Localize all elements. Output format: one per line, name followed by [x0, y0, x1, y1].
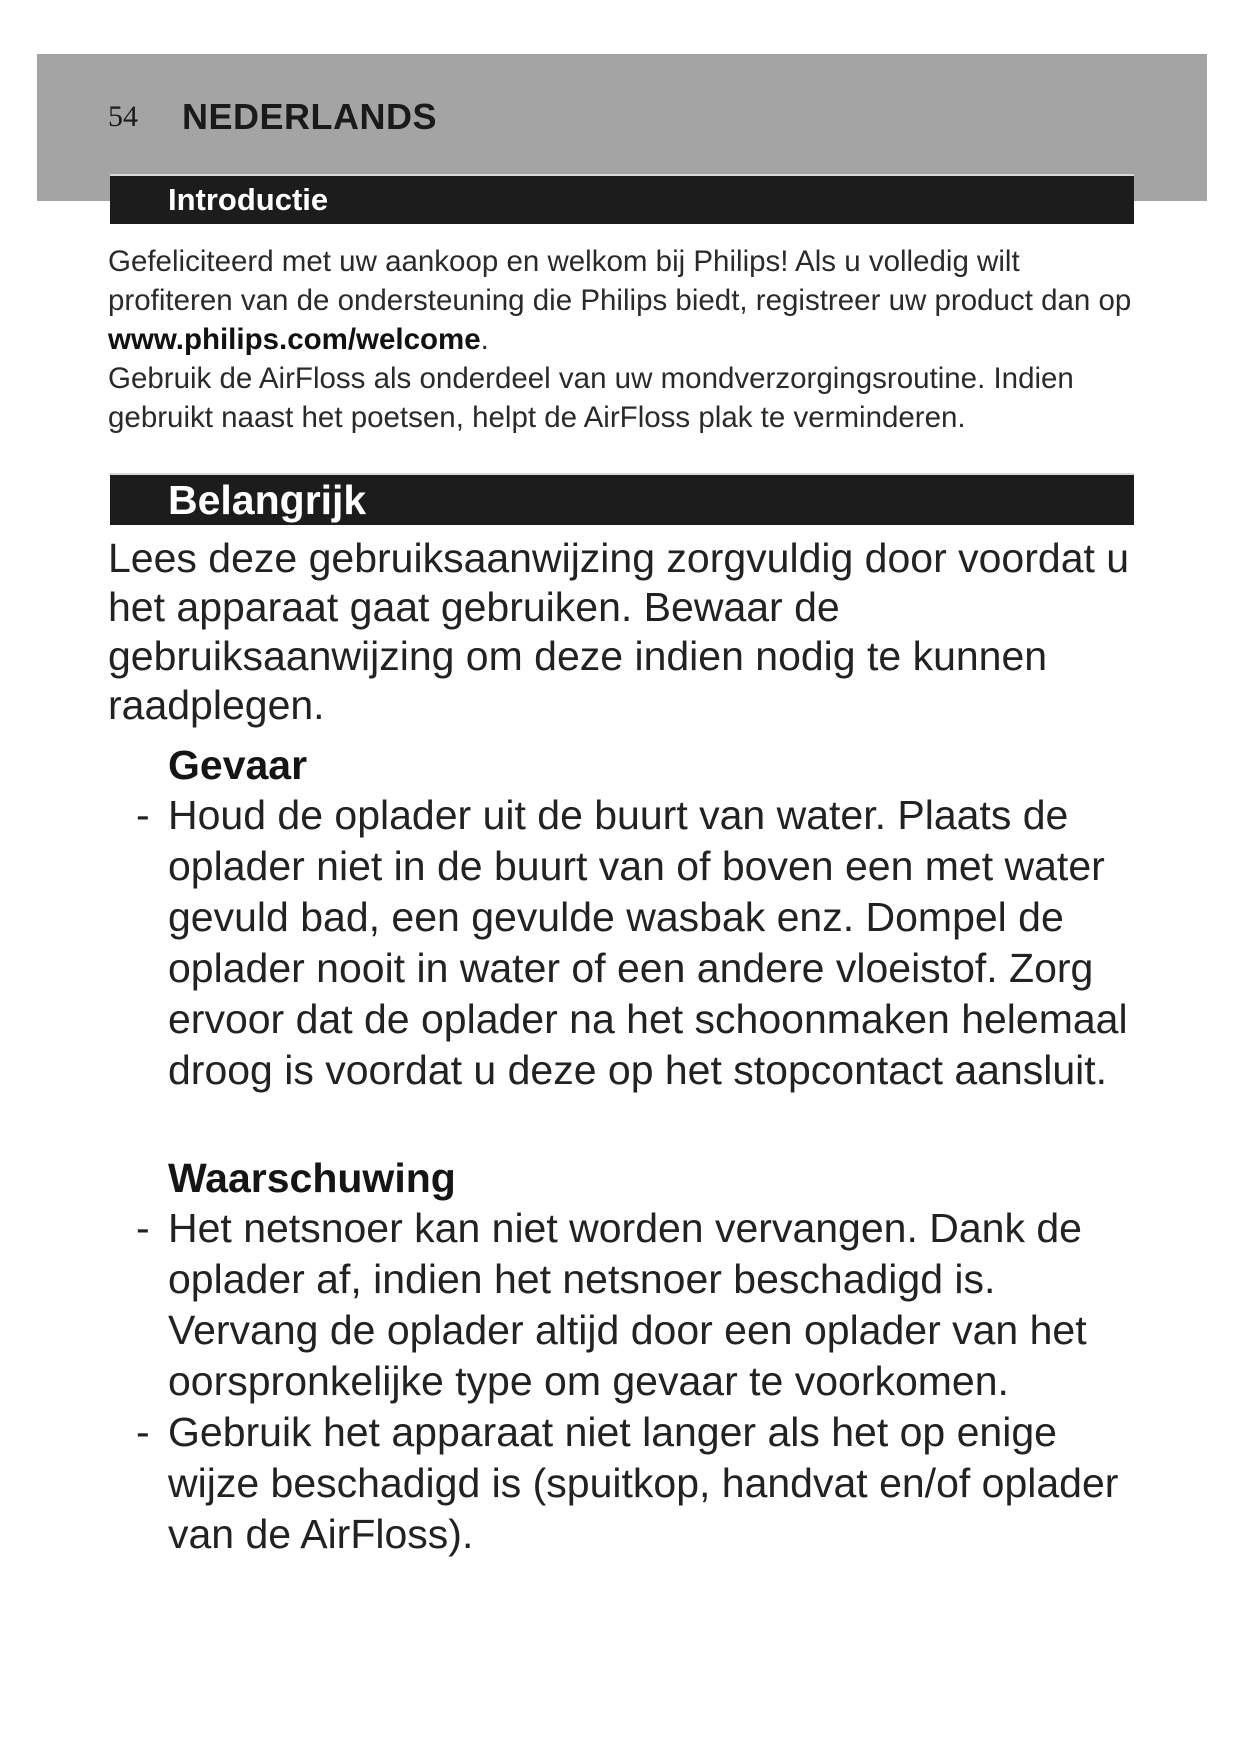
introduction-text — [108, 242, 1138, 437]
introduction-text-before-link: Gefeliciteerd met uw aankoop en welkom bij Philips! Als u volledig wilt profiteren van de ondersteuning die Philips biedt, registreer uw product dan op — [108, 245, 1132, 317]
introduction-paragraph-2: Gebruik de AirFloss als onderdeel van uw mondverzorgingsroutine. Indien gebruikt naast het poetsen, helpt de AirFloss plak te verminderen. — [108, 362, 1074, 434]
bullet-dash: - — [136, 1205, 150, 1251]
list-item — [136, 1407, 1136, 1560]
list-item-text: Het netsnoer kan niet worden vervangen. Dank de oplader af, indien het netsnoer beschadigd is. Vervang de oplader altijd door een oplader van het oorspronkelijke type om gevaar te voorkomen. — [168, 1205, 1087, 1404]
list-item — [136, 1203, 1136, 1407]
danger-heading: Gevaar — [168, 742, 308, 788]
philips-welcome-link[interactable]: www.philips.com/welcome — [108, 323, 481, 356]
introduction-text-after-link: . — [480, 323, 489, 356]
list-item — [136, 790, 1136, 1096]
important-intro-text: Lees deze gebruiksaanwijzing zorgvuldig door voordat u het apparaat gaat gebruiken. Bewaar de gebruiksaanwijzing om deze indien nodig te kunnen raadplegen. — [108, 535, 1130, 728]
language-title: NEDERLANDS — [182, 96, 438, 137]
list-item-text: Houd de oplader uit de buurt van water. Plaats de oplader niet in de buurt van of boven een met water gevuld bad, een gevulde wasbak enz. Dompel de oplader nooit in water of een andere vloeistof. Zorg ervoor dat de oplader na het schoonmaken helemaal droog is voordat u deze op het stopcontact aansluit. — [168, 792, 1128, 1093]
danger-list — [136, 790, 1136, 1096]
bullet-dash: - — [136, 1409, 150, 1455]
warning-list — [136, 1203, 1136, 1560]
section-heading-important: Belangrijk — [110, 473, 1134, 525]
warning-heading: Waarschuwing — [168, 1155, 456, 1201]
page-number: 54 — [108, 100, 138, 133]
section-heading-introduction: Introductie — [110, 174, 1134, 224]
list-item-text: Gebruik het apparaat niet langer als het op enige wijze beschadigd is (spuitkop, handvat en/of oplader van de AirFloss). — [168, 1409, 1119, 1557]
introduction-paragraph-1 — [108, 242, 1138, 359]
bullet-dash: - — [136, 792, 150, 838]
